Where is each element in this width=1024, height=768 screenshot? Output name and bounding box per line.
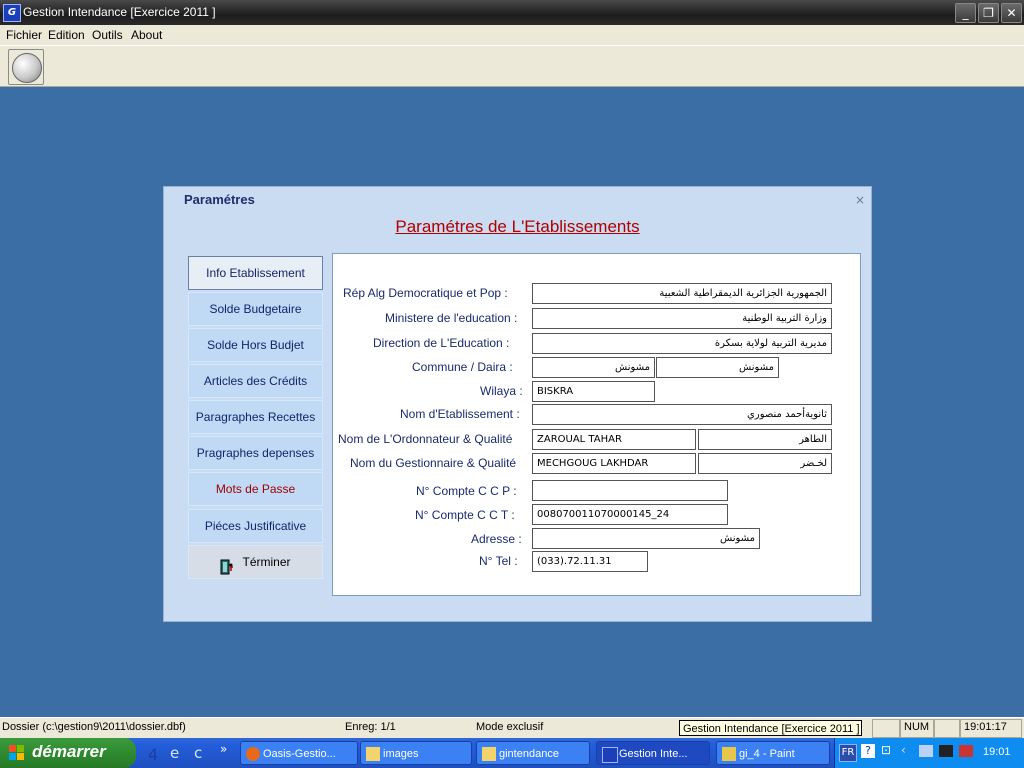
folder-icon (482, 747, 496, 761)
circle-icon (12, 53, 42, 83)
status-mode: Mode exclusif (476, 721, 544, 733)
etablissement-label: Nom d'Etablissement : (400, 407, 520, 421)
gestionnaire-qualite-field[interactable]: لخـضر (698, 453, 832, 474)
sidebar-paragraphes-recettes[interactable]: Paragraphes Recettes (188, 400, 323, 434)
task-gestion-label: Gestion Inte... (619, 748, 688, 760)
rep-field[interactable]: الجمهورية الجزائرية الديمقراطية الشعبية (532, 283, 832, 304)
tray-chevron-icon[interactable]: ‹ (901, 743, 906, 757)
etablissement-field[interactable]: ثانويةأحمد منصوري (532, 404, 832, 425)
ccp-label: N° Compte C C P : (416, 484, 517, 498)
status-bar (0, 717, 1024, 738)
app-icon[interactable]: G (3, 4, 21, 22)
sidebar-solde-budgetaire[interactable]: Solde Budgetaire (188, 292, 323, 326)
commune-label: Commune / Daira : (412, 360, 513, 374)
sidebar-solde-hors-budjet[interactable]: Solde Hors Budjet (188, 328, 323, 362)
start-label: démarrer (32, 742, 106, 761)
task-gintendance-label: gintendance (499, 748, 559, 760)
status-enreg: Enreg: 1/1 (345, 721, 396, 733)
direction-field[interactable]: مديرية التربية لولاية بسكرة (532, 333, 832, 354)
restore-button[interactable]: ❐ (978, 3, 999, 23)
folder-icon (366, 747, 380, 761)
ordonnateur-qualite-field[interactable]: الطاهر (698, 429, 832, 450)
window-title: Gestion Intendance [Exercice 2011 ] (23, 5, 216, 19)
status-cell-scroll (934, 719, 960, 738)
sidebar-pieces-justificative[interactable]: Piéces Justificative (188, 509, 323, 543)
start-button[interactable] (0, 738, 136, 768)
sidebar-articles-credits[interactable]: Articles des Crédits (188, 364, 323, 398)
dialog-heading: Paramétres de L'Etablissements (395, 217, 640, 236)
tooltip: Gestion Intendance [Exercice 2011 ] (679, 720, 862, 736)
terminer-button[interactable] (188, 545, 323, 579)
tray-security-icon[interactable] (959, 745, 973, 757)
window-title-bar[interactable] (0, 0, 1024, 25)
tray-monitor-icon[interactable] (919, 745, 933, 757)
task-oasis-label: Oasis-Gestio... (263, 748, 336, 760)
tray-app-icon[interactable] (939, 745, 953, 757)
tel-field[interactable]: (033).72.11.31 (532, 551, 648, 572)
tel-label: N° Tel : (479, 554, 518, 568)
sidebar-mots-de-passe[interactable]: Mots de Passe (188, 472, 323, 506)
menu-bar (0, 25, 1024, 46)
firefox-icon (246, 747, 260, 761)
quicklaunch-ie-icon[interactable]: e (170, 744, 180, 762)
menu-outils[interactable]: Outils (92, 28, 123, 42)
ministere-label: Ministere de l'education : (385, 311, 518, 325)
quicklaunch-more-icon[interactable]: » (220, 742, 228, 756)
exit-door-icon (220, 555, 234, 571)
task-gestion-intendance[interactable] (596, 741, 710, 765)
menu-edition[interactable]: Edition (48, 28, 85, 42)
task-images-label: images (383, 748, 419, 760)
status-dossier: Dossier (c:\gestion9\2011\dossier.dbf) (2, 721, 186, 733)
cct-label: N° Compte C C T : (415, 508, 515, 522)
system-tray (834, 738, 1024, 768)
menu-fichier[interactable]: Fichier (6, 28, 43, 42)
close-button[interactable]: ✕ (1001, 3, 1022, 23)
paint-icon (722, 747, 736, 761)
toolbar-button[interactable] (8, 49, 44, 85)
cct-field[interactable]: 008070011070000145_24 (532, 504, 728, 525)
windows-logo-icon (8, 744, 26, 762)
dialog-title: Paramétres (184, 192, 255, 207)
task-gintendance[interactable] (476, 741, 590, 765)
task-oasis[interactable] (240, 741, 358, 765)
adresse-field[interactable]: مشونش (532, 528, 760, 549)
adresse-label: Adresse : (471, 532, 522, 546)
quicklaunch-desktop-icon[interactable]: 4 (148, 745, 159, 764)
minimize-button[interactable]: _ (955, 3, 976, 23)
task-images[interactable] (360, 741, 472, 765)
taskbar (0, 738, 1024, 768)
wilaya-label: Wilaya : (480, 384, 523, 398)
parametres-dialog (163, 186, 872, 622)
language-indicator[interactable]: FR (839, 744, 857, 762)
sidebar-pragraphes-depenses[interactable]: Pragraphes depenses (188, 436, 323, 470)
dialog-close-button[interactable]: × (854, 193, 865, 207)
menu-about[interactable]: About (131, 28, 163, 42)
terminer-label: Términer (242, 555, 291, 569)
status-cell-num (900, 719, 934, 738)
tray-network-icon[interactable]: ⊡ (881, 743, 892, 757)
toolbar (0, 46, 1024, 87)
daira-field[interactable]: مشونش (656, 357, 779, 378)
rep-label: Rép Alg Democratique et Pop : (343, 286, 508, 300)
gestionnaire-label: Nom du Gestionnaire & Qualité (350, 456, 517, 470)
app-icon (602, 747, 618, 763)
direction-label: Direction de L'Education : (373, 336, 510, 350)
ministere-field[interactable]: وزارة التربية الوطنية (532, 308, 832, 329)
task-paint-label: gi_4 - Paint (739, 748, 795, 760)
status-num: NUM (904, 721, 930, 733)
status-cell-time (960, 719, 1022, 738)
quicklaunch-browser-icon[interactable]: c (194, 744, 203, 762)
ordonnateur-label: Nom de L'Ordonnateur & Qualité (338, 432, 513, 446)
task-paint[interactable] (716, 741, 830, 765)
clock[interactable]: 19:01 (983, 746, 1011, 758)
status-cell-caps (872, 719, 900, 738)
commune-field[interactable]: مشونش (532, 357, 655, 378)
wilaya-field[interactable]: BISKRA (532, 381, 655, 402)
help-icon[interactable]: ? (861, 744, 875, 758)
gestionnaire-field[interactable]: MECHGOUG LAKHDAR (532, 453, 696, 474)
sidebar-info-etablissement[interactable]: Info Etablissement (188, 256, 323, 290)
status-time: 19:01:17 (964, 721, 1007, 733)
form-panel (332, 253, 861, 596)
ccp-field[interactable] (532, 480, 728, 501)
ordonnateur-field[interactable]: ZAROUAL TAHAR (532, 429, 696, 450)
